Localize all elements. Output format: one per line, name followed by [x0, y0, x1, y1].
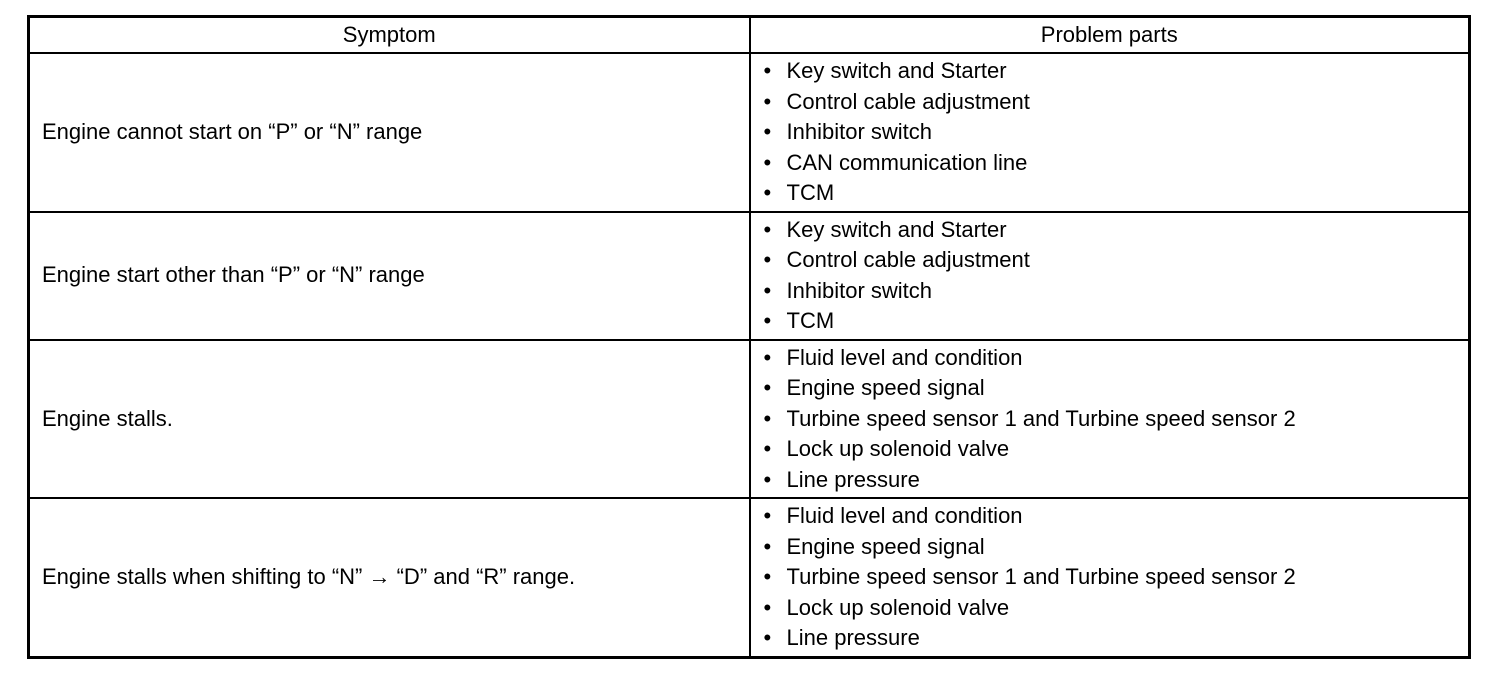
list-item — [761, 562, 1469, 593]
header-symptom: Symptom — [29, 17, 750, 54]
bullet-icon: • — [763, 503, 772, 528]
table-row — [29, 53, 1470, 212]
table-header-row — [29, 17, 1470, 54]
list-item — [761, 593, 1469, 624]
problem-parts-list — [761, 343, 1469, 496]
list-item — [761, 178, 1469, 209]
problem-parts-cell — [750, 53, 1470, 212]
part-label: Inhibitor switch — [786, 119, 933, 144]
part-label: Lock up solenoid valve — [786, 436, 1010, 461]
list-item — [761, 434, 1469, 465]
bullet-icon: • — [763, 88, 772, 114]
bullet-icon: • — [763, 58, 772, 83]
bullet-icon: • — [763, 436, 772, 461]
bullet-icon: • — [763, 466, 772, 492]
bullet-icon: • — [763, 149, 772, 175]
list-item — [761, 404, 1469, 435]
list-item — [761, 245, 1469, 276]
symptom-table-container — [27, 15, 1471, 659]
bullet-icon: • — [763, 375, 772, 400]
part-label: Fluid level and condition — [786, 344, 1023, 370]
list-item — [761, 465, 1469, 496]
part-label: Control cable adjustment — [786, 247, 1030, 272]
part-label: Engine speed signal — [786, 533, 985, 559]
symptom-cell: Engine start other than “P” or “N” range — [29, 212, 750, 340]
part-label: TCM — [786, 180, 835, 205]
bullet-icon: • — [763, 119, 772, 144]
part-label: Lock up solenoid valve — [786, 594, 1010, 620]
part-label: Key switch and Starter — [786, 216, 1007, 242]
bullet-icon: • — [763, 405, 772, 431]
list-item — [761, 343, 1469, 374]
list-item — [761, 117, 1469, 148]
bullet-icon: • — [763, 216, 772, 242]
bullet-icon: • — [763, 308, 772, 333]
problem-parts-cell — [750, 340, 1470, 499]
problem-parts-list — [761, 215, 1469, 337]
symptom-cell: Engine stalls. — [29, 340, 750, 499]
bullet-icon: • — [763, 594, 772, 620]
part-label: CAN communication line — [786, 149, 1028, 175]
bullet-icon: • — [763, 180, 772, 205]
bullet-icon: • — [763, 277, 772, 303]
list-item — [761, 306, 1469, 337]
list-item — [761, 532, 1469, 563]
bullet-icon: • — [763, 625, 772, 650]
part-label: Turbine speed sensor 1 and Turbine speed sensor 2 — [786, 564, 1296, 589]
problem-parts-cell — [750, 212, 1470, 340]
part-label: Inhibitor switch — [786, 277, 933, 303]
list-item — [761, 56, 1469, 87]
part-label: TCM — [786, 308, 835, 333]
bullet-icon: • — [763, 564, 772, 589]
table-row — [29, 498, 1470, 657]
list-item — [761, 501, 1469, 532]
part-label: Line pressure — [786, 625, 920, 650]
symptom-cell: Engine cannot start on “P” or “N” range — [29, 53, 750, 212]
part-label: Control cable adjustment — [786, 88, 1030, 114]
problem-parts-list — [761, 501, 1469, 654]
table-row — [29, 212, 1470, 340]
symptom-cell: Engine stalls when shifting to “N” → “D” and “R” range. — [29, 498, 750, 657]
problem-parts-list — [761, 56, 1469, 209]
part-label: Key switch and Starter — [786, 58, 1007, 83]
list-item — [761, 148, 1469, 179]
list-item — [761, 623, 1469, 654]
list-item — [761, 373, 1469, 404]
list-item — [761, 276, 1469, 307]
problem-parts-cell — [750, 498, 1470, 657]
symptom-table — [27, 15, 1471, 659]
table-row — [29, 340, 1470, 499]
bullet-icon: • — [763, 344, 772, 370]
list-item — [761, 215, 1469, 246]
part-label: Engine speed signal — [786, 375, 985, 400]
bullet-icon: • — [763, 533, 772, 559]
header-problem-parts: Problem parts — [750, 17, 1470, 54]
list-item — [761, 87, 1469, 118]
part-label: Fluid level and condition — [786, 503, 1023, 528]
part-label: Line pressure — [786, 466, 920, 492]
part-label: Turbine speed sensor 1 and Turbine speed sensor 2 — [786, 405, 1296, 431]
bullet-icon: • — [763, 247, 772, 272]
